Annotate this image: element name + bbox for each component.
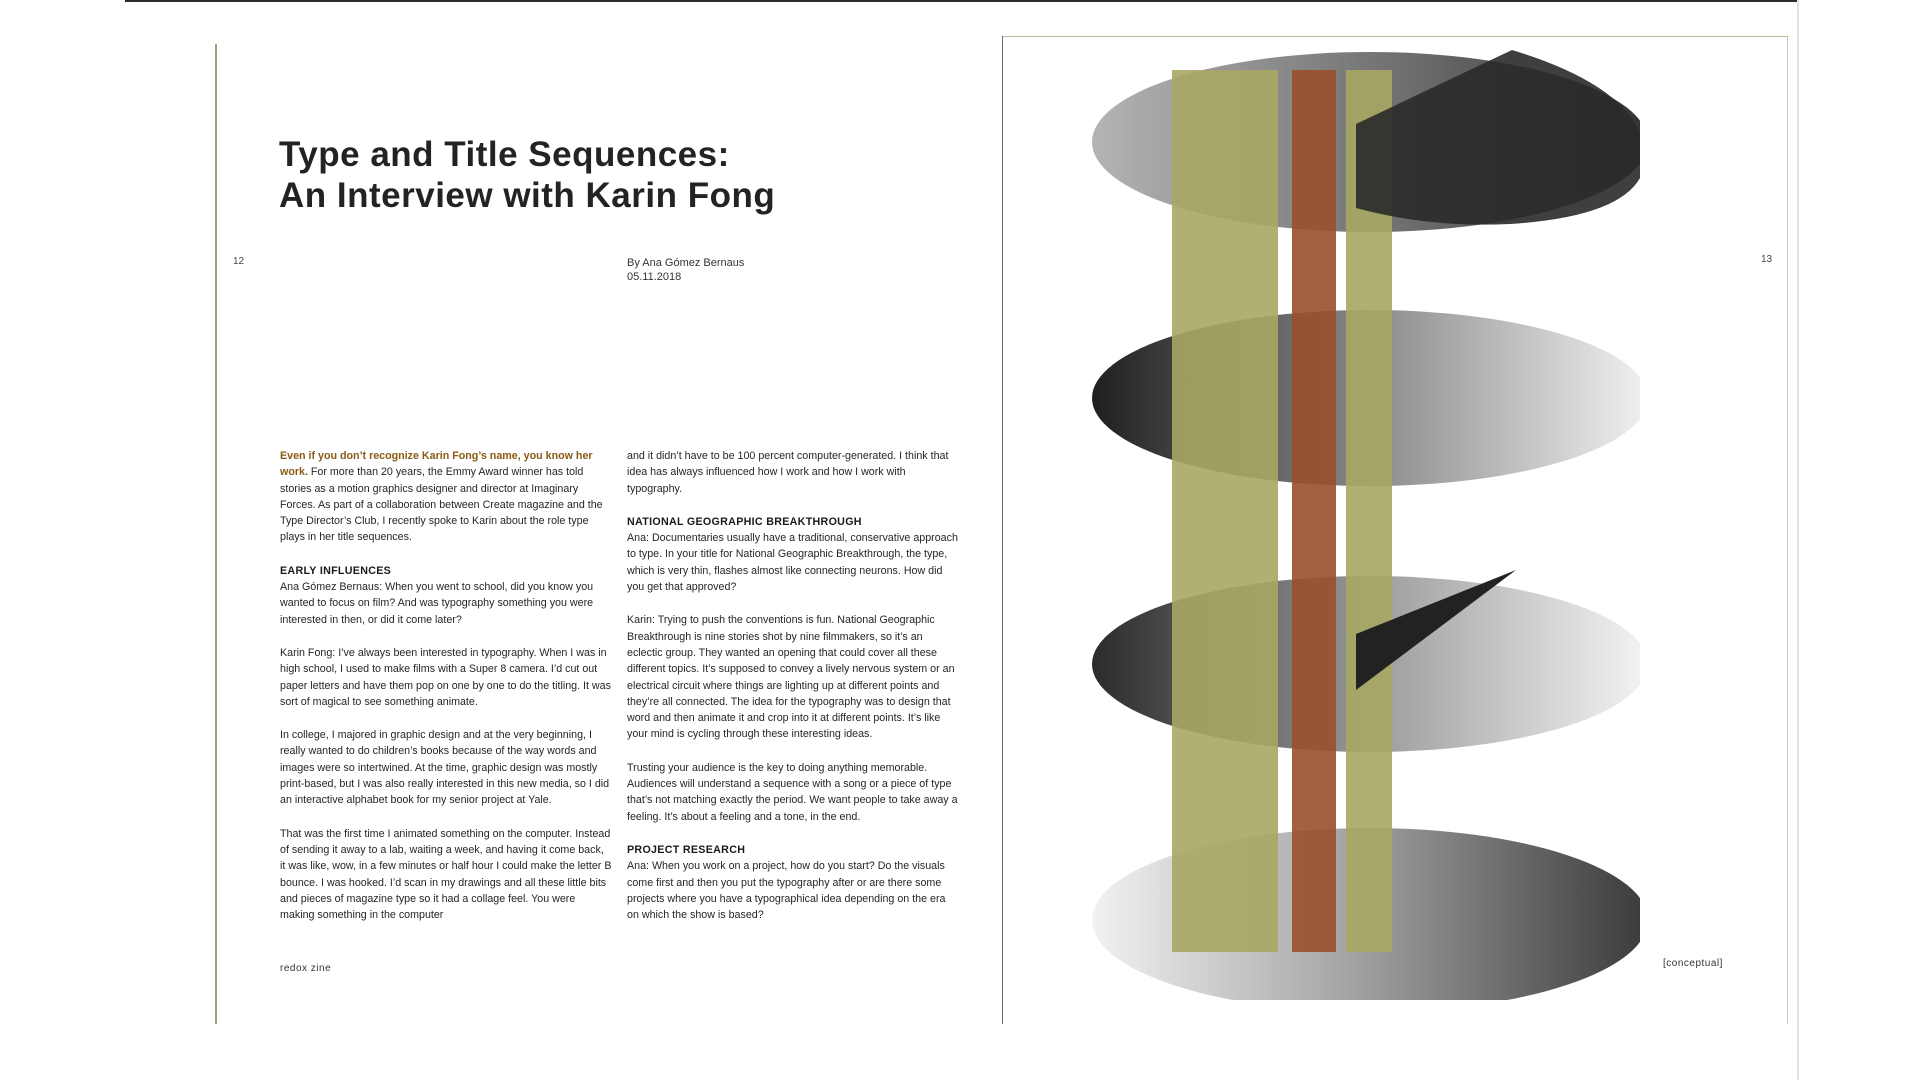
left-page-edge [215,44,217,1024]
section-heading-early-influences: EARLY INFLUENCES [280,564,392,577]
article-title [279,134,775,216]
byline-author: By Ana Gómez Bernaus [627,257,745,269]
answer-paragraph: Trusting your audience is the key to doing anything memorable. Audiences will understand a sequence with a song or a piece of type that’s not matching exactly the period. We want people to take away a feeling. It’s about a feeling and a tone, in the end. [627,761,958,823]
top-rule [125,0,1797,2]
spine-line [1002,36,1003,1024]
section-heading-project-research: PROJECT RESEARCH [627,843,746,856]
article-column-2 [627,448,960,940]
title-line-1: Type and Title Sequences: [279,135,730,174]
section-heading-national-geographic: NATIONAL GEOGRAPHIC BREAKTHROUGH [627,515,862,528]
page-number-left: 12 [233,256,245,267]
intro-text: For more than 20 years, the Emmy Award winner has told stories as a motion graphics designer and director at Imaginary Forces. As part of a collaboration between Create magazine and the Type Director’s Club, I recently spoke to Karin about the role type plays in her title sequences. [280,466,603,544]
footer-zine-name: redox zine [280,963,332,974]
intro-paragraph [280,448,612,546]
right-edge-shadow [1797,0,1799,1080]
lead-text: Even if you don’t recognize Karin Fong’s name, you know her work. [280,450,593,479]
answer-paragraph: That was the first time I animated something on the computer. Instead of sending it away to a lab, waiting a week, and having it come back, it was like, wow, in a few minutes or half hour I could make the letter B bounce. I was hooked. I’d scan in my drawings and all these little bits and pieces of magazine type so it had a collage feel. You were making something in the computer [280,827,612,922]
answer-paragraph: Karin: Trying to push the conventions is fun. National Geographic Breakthrough is nine stories shot by nine filmmakers, so it’s an eclectic group. They wanted an opening that could cover all these different topics. It’s supposed to convey a lively nervous system or an electrical circuit where things are lighting up at different points and they’re all connected. The idea for the typography was to design that word and then animate it and crop into it at different points. It’s like your mind is cycling through these interesting ideas. [627,614,955,741]
byline-date: 05.11.2018 [627,271,682,283]
olive-bar-left [1172,70,1278,952]
page-number-right: 13 [1761,254,1773,265]
continuation-paragraph: and it didn’t have to be 100 percent computer-generated. I think that idea has always influenced how I work and how I work with typography. [627,450,949,495]
answer-paragraph: Karin Fong: I’ve always been interested in typography. When I was in high school, I used to make films with a Super 8 camera. I’d cut out paper letters and have them pop on one by one to do the titling. It was sort of magical to see something animate. [280,646,611,708]
footer-section-label: [conceptual] [1663,958,1723,969]
question-paragraph: Ana: Documentaries usually have a traditional, conservative approach to type. In your title for National Geographic Breakthrough, the type, which is very thin, flashes almost like connecting neurons. How did you get that approved? [627,532,958,594]
question-paragraph: Ana: When you work on a project, how do you start? Do the visuals come first and then you put the typography after or are there some projects where you have a typographical idea depending on the era on which the show is based? [627,860,946,922]
byline [627,256,744,284]
article-column-1 [280,448,612,940]
answer-paragraph: In college, I majored in graphic design and at the very beginning, I really wanted to do children’s books because of the way words and images were so intertwined. At the time, graphic design was mostly print-based, but I was also really interested in this new media, so I did an interactive alphabet book for my senior project at Yale. [280,729,610,807]
abstract-illustration [1040,40,1640,1000]
rust-bar [1292,70,1336,952]
title-line-2: An Interview with Karin Fong [279,176,776,215]
question-paragraph: Ana Gómez Bernaus: When you went to school, did you know you wanted to focus on film? And was typography something you were interested in then, or did it come later? [280,581,594,626]
